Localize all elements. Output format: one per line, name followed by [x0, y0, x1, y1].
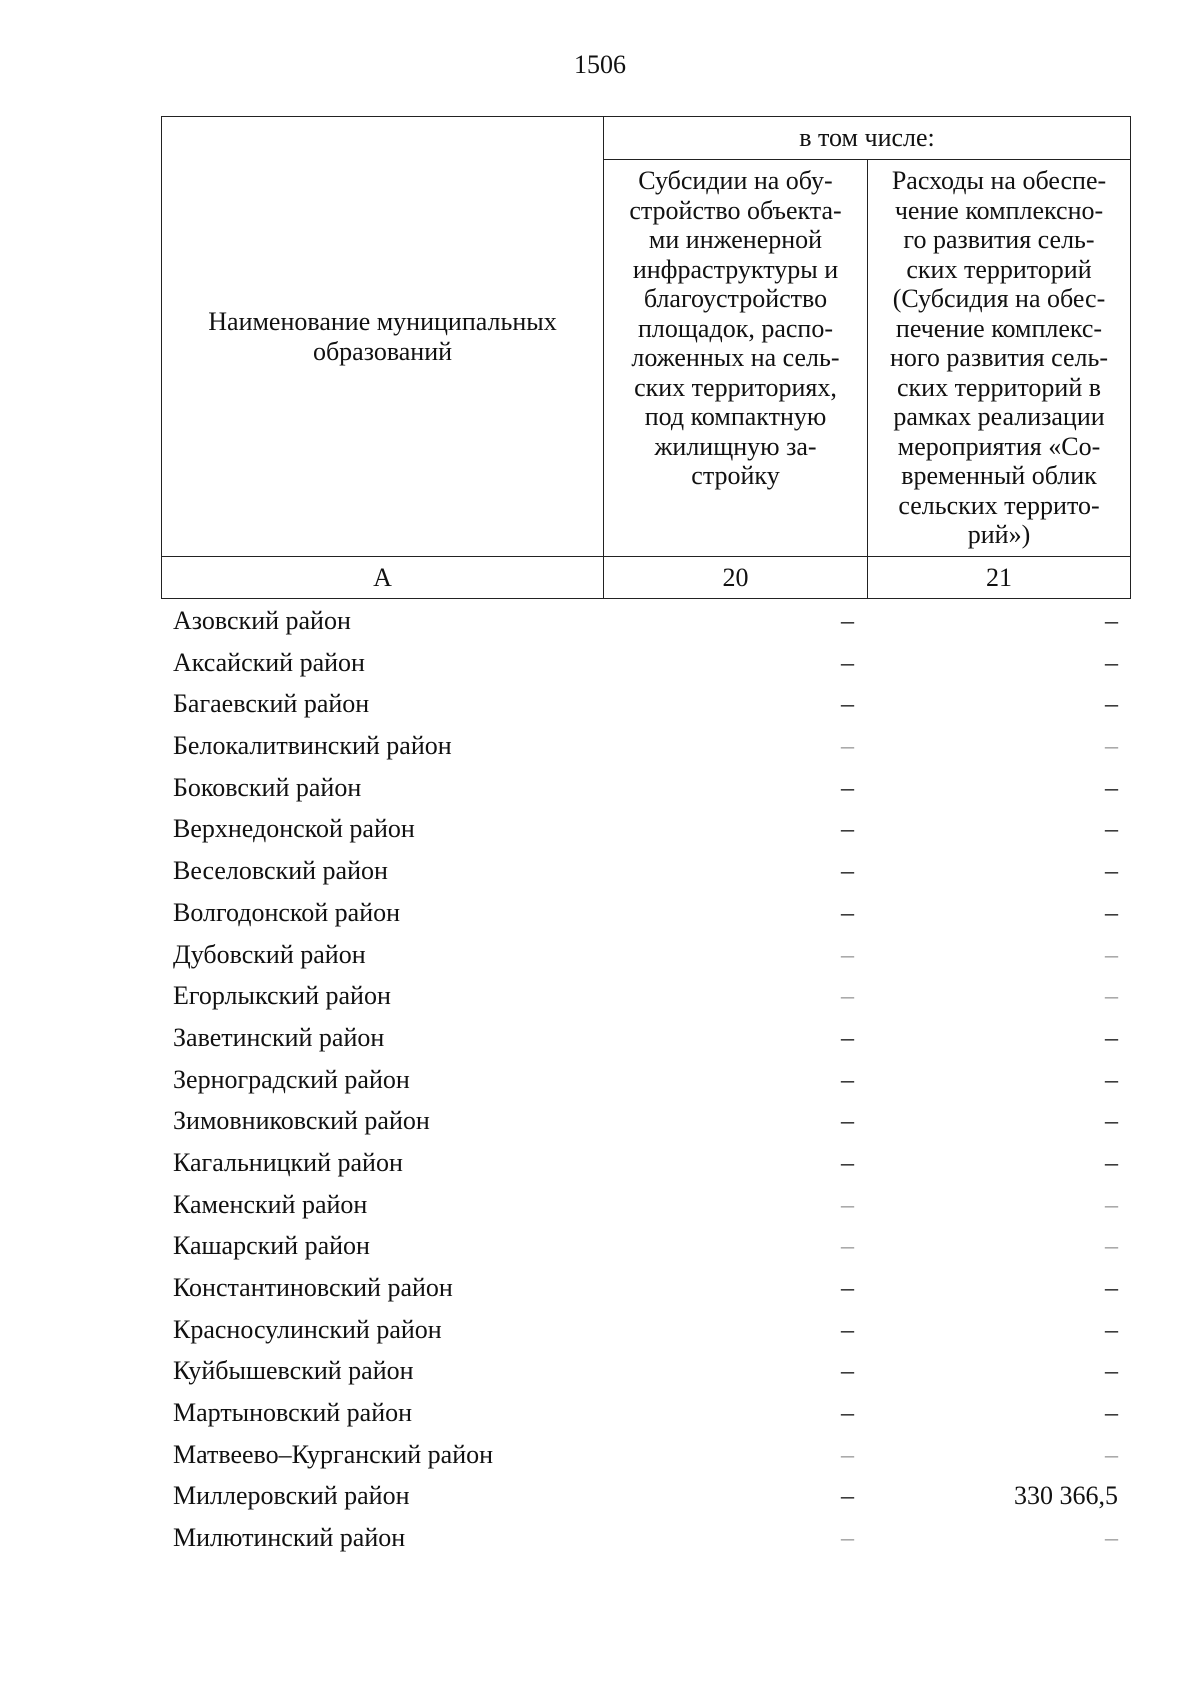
value-col-21: –: [1105, 1523, 1118, 1553]
value-col-21: –: [1105, 1106, 1118, 1136]
value-col-20: –: [841, 1189, 854, 1219]
value-col-20: –: [841, 606, 854, 635]
value-col-21: –: [1105, 1231, 1118, 1261]
value-col-20: –: [841, 1022, 854, 1052]
value-col-20: –: [841, 1147, 854, 1177]
value-col-21: –: [1105, 772, 1118, 802]
value-col-21: –: [1105, 1273, 1118, 1302]
table-row: [161, 1142, 1130, 1184]
municipality-name: Боковский район: [173, 772, 362, 802]
header-text-line: стройку: [691, 461, 780, 490]
value-col-20: –: [841, 939, 854, 969]
municipality-name: Каменский район: [173, 1189, 368, 1219]
header-text-line: печение комплекс-: [895, 313, 1103, 343]
value-col-20: –: [841, 1106, 854, 1136]
table-row: [161, 725, 1130, 767]
municipality-name: Зимовниковский район: [173, 1106, 430, 1136]
header-text-line: ских территориях,: [634, 372, 837, 402]
table-row: [161, 1059, 1130, 1101]
table-row: [161, 1309, 1130, 1351]
header-text-line: ских территорий в: [896, 372, 1102, 402]
table-row: [161, 642, 1130, 684]
value-col-21: –: [1105, 606, 1118, 635]
table-row: [161, 1517, 1130, 1559]
value-col-21: –: [1105, 731, 1118, 761]
value-col-20: –: [841, 1523, 854, 1553]
header-text-line: благоустройство: [643, 284, 828, 313]
page-number: 1506: [574, 50, 626, 79]
value-col-20: –: [841, 731, 854, 761]
value-col-20: –: [841, 1273, 854, 1302]
table-row: [161, 1392, 1130, 1434]
municipality-name: Дубовский район: [173, 939, 366, 969]
header-text-line: площадок, распо-: [638, 313, 833, 343]
municipality-name: Константиновский район: [173, 1273, 453, 1302]
table-row: [161, 767, 1130, 809]
municipality-name: Кашарский район: [173, 1231, 370, 1261]
table-row: [161, 892, 1130, 934]
header-text-line: мероприятия «Со-: [897, 431, 1101, 461]
value-col-21: –: [1105, 1147, 1118, 1177]
value-col-20: –: [841, 856, 854, 886]
table-header: [161, 116, 1131, 599]
header-including-group: в том числе:: [604, 117, 1131, 160]
header-text-line: инфраструктуры и: [632, 254, 839, 284]
table-row: [161, 600, 1130, 642]
value-col-21: –: [1105, 814, 1118, 844]
table-row: [161, 1434, 1130, 1476]
table-body: [161, 600, 1130, 1559]
municipality-name: Миллеровский район: [173, 1481, 410, 1511]
header-municipality-name: Наименование муниципальных образований: [162, 117, 604, 557]
value-col-20: –: [841, 814, 854, 844]
municipality-name: Волгодонской район: [173, 897, 401, 927]
value-col-20: –: [841, 772, 854, 802]
municipality-name: Верхнедонской район: [173, 814, 415, 844]
table-row: [161, 808, 1130, 850]
header-text-line: рий»): [967, 520, 1031, 549]
header-text-line: ских территорий: [906, 254, 1092, 284]
header-col-21: [868, 160, 1131, 557]
index-col-name: А: [162, 557, 604, 599]
header-text-line: чение комплексно-: [894, 195, 1104, 225]
value-col-20: –: [841, 1481, 854, 1511]
header-text-line: го развития сель-: [903, 225, 1095, 254]
table-row: [161, 1225, 1130, 1267]
value-col-21: 330 366,5: [1014, 1481, 1118, 1511]
table-row: [161, 1350, 1130, 1392]
table-row: [161, 934, 1130, 976]
value-col-20: –: [841, 1231, 854, 1261]
table-row: [161, 1267, 1130, 1309]
header-text-line: временный облик: [901, 461, 1097, 490]
municipality-name: Кагальницкий район: [173, 1147, 403, 1177]
header-text-line: под компактную: [644, 402, 827, 431]
value-col-21: –: [1105, 897, 1118, 927]
header-text-line: ми инженерной: [648, 225, 823, 254]
value-col-21: –: [1105, 689, 1118, 719]
value-col-20: –: [841, 1314, 854, 1344]
municipality-name: Зерноградский район: [173, 1064, 410, 1094]
value-col-21: –: [1105, 1356, 1118, 1386]
value-col-20: –: [841, 1439, 854, 1469]
municipality-name: Азовский район: [173, 606, 351, 635]
value-col-21: –: [1105, 647, 1118, 677]
municipality-name: Мартыновский район: [173, 1398, 413, 1428]
value-col-21: –: [1105, 1314, 1118, 1344]
table-row: [161, 1184, 1130, 1226]
value-col-21: –: [1105, 981, 1118, 1011]
value-col-21: –: [1105, 1439, 1118, 1469]
header-text-line: ложенных на сель-: [631, 343, 840, 372]
value-col-21: –: [1105, 1064, 1118, 1094]
table-row: [161, 975, 1130, 1017]
header-text-line: (Субсидия на обес-: [892, 284, 1106, 313]
value-col-21: –: [1105, 939, 1118, 969]
table-row: [161, 1017, 1130, 1059]
value-col-21: –: [1105, 1189, 1118, 1219]
table-row: [161, 1475, 1130, 1517]
value-col-20: –: [841, 1398, 854, 1428]
municipality-name: Заветинский район: [173, 1022, 385, 1052]
value-col-21: –: [1105, 856, 1118, 886]
municipality-name: Егорлыкский район: [173, 981, 391, 1011]
header-text-line: Субсидии на обу-: [638, 166, 833, 195]
municipality-name: Матвеево–Курганский район: [173, 1439, 494, 1469]
value-col-21: –: [1105, 1398, 1118, 1428]
municipality-name: Куйбышевский район: [173, 1356, 414, 1386]
header-text-line: стройство объекта-: [629, 195, 842, 225]
municipality-name: Белокалитвинский район: [173, 731, 452, 761]
municipality-name: Милютинский район: [173, 1523, 406, 1553]
index-col-21: 21: [868, 557, 1131, 599]
header-text-line: жилищную за-: [654, 431, 817, 461]
header-col-20: [604, 160, 868, 557]
municipality-name: Красносулинский район: [173, 1314, 442, 1344]
table-row: [161, 683, 1130, 725]
table-row: [161, 850, 1130, 892]
table-row: [161, 1100, 1130, 1142]
value-col-20: –: [841, 689, 854, 719]
value-col-20: –: [841, 1064, 854, 1094]
index-col-20: 20: [604, 557, 868, 599]
value-col-21: –: [1105, 1022, 1118, 1052]
header-text-line: Расходы на обеспе-: [891, 166, 1107, 195]
municipality-name: Аксайский район: [173, 647, 365, 677]
value-col-20: –: [841, 897, 854, 927]
header-text-line: сельских террито-: [898, 490, 1100, 520]
value-col-20: –: [841, 1356, 854, 1386]
value-col-20: –: [841, 981, 854, 1011]
municipality-name: Багаевский район: [173, 689, 370, 719]
header-text-line: рамках реализации: [893, 402, 1105, 431]
header-text-line: ного развития сель-: [889, 343, 1109, 372]
value-col-20: –: [841, 647, 854, 677]
municipality-name: Веселовский район: [173, 856, 388, 886]
